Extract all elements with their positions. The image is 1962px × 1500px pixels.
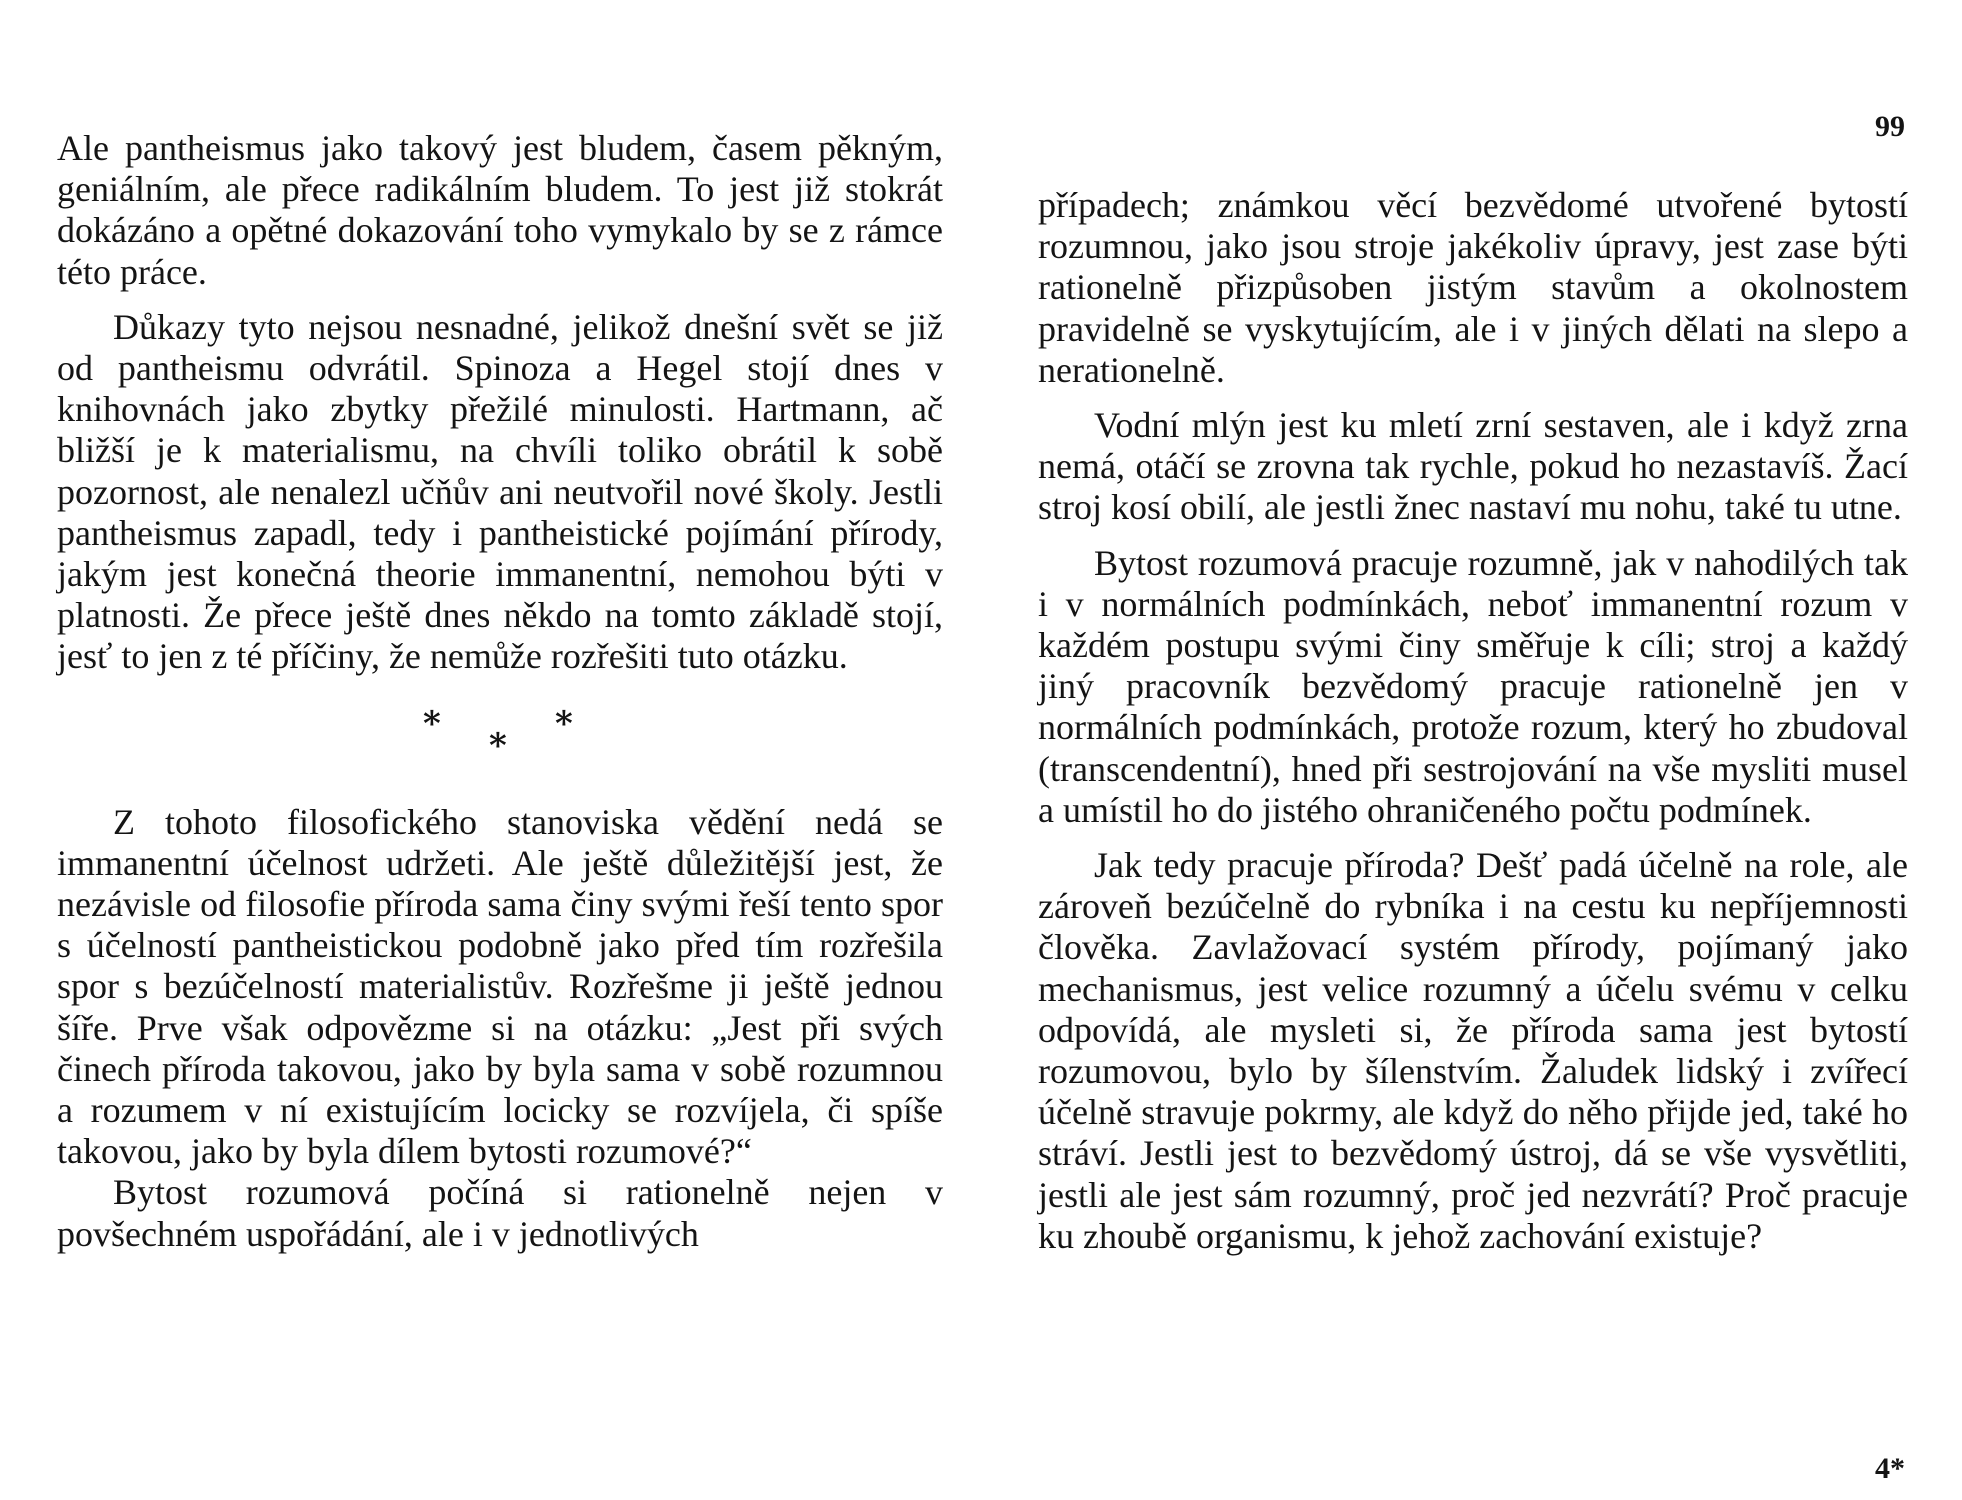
left-text-column: [57, 128, 943, 1255]
paragraph: Bytost rozumová pracuje rozumně, jak v nahodilých tak i v normálních podmínkách, neboť immanentní rozum v každém postupu svými činy směřuje k cíli; stroj a každý jiný pracovník bezvědomý pracuje rationelně jen v normálních podmínkách, protože rozum, který ho zbudoval (transcendentní), hned při sestrojování na vše mysliti musel a umístil ho do jistého ohraničeného počtu podmínek.: [1038, 542, 1908, 830]
paragraph: Vodní mlýn jest ku mletí zrní sestaven, ale i když zrna nemá, otáčí se zrovna tak rychle, pokud ho nezastavíš. Žací stroj kosí obilí, ale jestli žnec nastaví mu nohu, také tu utne.: [1038, 405, 1908, 528]
asterisk: *: [423, 703, 441, 744]
signature-mark: 4*: [1875, 1452, 1905, 1485]
paragraph: Důkazy tyto nejsou nesnadné, jelikož dnešní svět se již od pantheismu odvrátil. Spinoza a Hegel stojí dnes v knihovnách jako zbytky přežilé minulosti. Hartmann, ač bližší je k materialismu, na chvíli toliko obrátil k sobě pozornost, ale nenalezl učňův ani neutvořil nové školy. Jestli pantheismus zapadl, tedy i pantheistické pojímání přírody, jakým jest konečná theorie immanentní, nemohou býti v platnosti. Že přece ještě dnes někdo na tomto základě stojí, jesť to jen z té příčiny, že nemůže rozřešiti tuto otázku.: [57, 306, 943, 677]
paragraph: Bytost rozumová počíná si rationelně nejen v povšechném uspořádání, ale i v jednotlivých: [57, 1172, 943, 1254]
asterisk: *: [489, 725, 507, 766]
right-page: [981, 0, 1962, 1500]
paragraph: Ale pantheismus jako takový jest bludem, časem pěkným, geniálním, ale přece radikálním bludem. To jest již stokrát dokázáno a opětné dokazování toho vymykalo by se z rámce této práce.: [57, 128, 943, 292]
asterisk: *: [555, 703, 573, 744]
right-text-column: [1038, 185, 1908, 1257]
paragraph: Z tohoto filosofického stanoviska vědění nedá se immanentní účelnost udržeti. Ale ještě důležitější jest, že nezávisle od filosofie příroda sama činy svými řeší tento spor s účelností pantheistickou podobně jako před tím rozřešila spor s bezúčelností materialistův. Rozřešme ji ještě jednou šíře. Prve však odpovězme si na otázku: „Jest při svých činech příroda takovou, jako by byla sama v sobě rozumnou a rozumem v ní existujícím locicky se rozvíjela, či spíše takovou, jako by byla dílem bytosti rozumové?“: [57, 801, 943, 1172]
paragraph: Jak tedy pracuje příroda? Dešť padá účelně na role, ale zároveň bezúčelně do rybníka i na cestu ku nepříjemnosti člověka. Zavlažovací systém přírody, pojímaný jako mechanismus, jest velice rozumný a účelu svému v celku odpovídá, ale mysleti si, že příroda sama jest bytostí rozumovou, bylo by šílenstvím. Žaludek lidský i zvířecí účelně stravuje pokrmy, ale když do něho přijde jed, také ho stráví. Jestli jest to bezvědomý ústroj, dá se vše vysvětliti, jestli ale jest sám rozumný, proč jed nezvrátí? Proč pracuje ku zhoubě organismu, k jehož zachování existuje?: [1038, 845, 1908, 1256]
asterism-separator: [57, 703, 943, 766]
page-number: 99: [1875, 110, 1905, 143]
paragraph: případech; známkou věcí bezvědomé utvořené bytostí rozumnou, jako jsou stroje jakékoliv úpravy, jest zase býti rationelně přizpůsoben jistým stavům a okolnostem pravidelně se vyskytujícím, ale i v jiných dělati na slepo a nerationelně.: [1038, 185, 1908, 390]
